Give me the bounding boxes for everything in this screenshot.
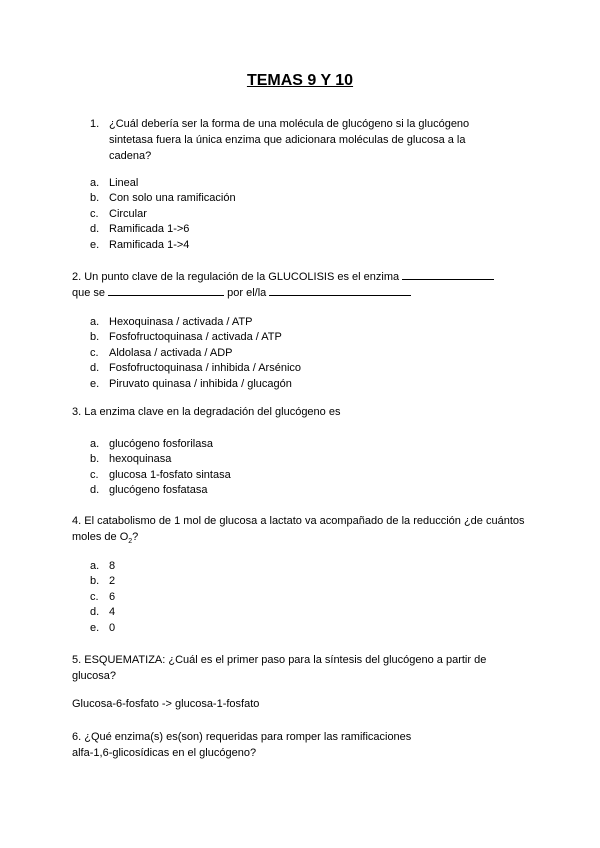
option-text: glucosa 1-fosfato sintasa [109, 468, 231, 481]
answer-blank [108, 286, 224, 296]
option-letter: c. [90, 590, 99, 603]
option-item [90, 559, 115, 574]
question-6-line-1: 6. ¿Qué enzima(s) es(son) requeridas para romper las ramificaciones [72, 731, 412, 743]
option-item [90, 346, 301, 361]
option-text: Circular [109, 207, 147, 220]
option-text: 8 [109, 560, 116, 572]
option-text: 2 [109, 575, 116, 588]
question-4-text: 4. El catabolismo de 1 mol de glucosa a lactato va acompañado de la reducción ¿de cuántos moles de O [72, 515, 525, 543]
page-title: TEMAS 9 Y 10 [246, 72, 354, 89]
option-letter: d. [90, 223, 100, 236]
option-text: glucógeno fosfatasa [109, 484, 208, 497]
option-item [90, 621, 115, 636]
question-5: 5. ESQUEMATIZA: ¿Cuál es el primer paso para la síntesis del glucógeno a partir de glucosa? [72, 654, 487, 682]
option-item [90, 222, 236, 237]
question-2-line-1 [72, 269, 532, 285]
question-2-options [90, 315, 301, 392]
option-text: Aldolasa / activada / ADP [109, 346, 233, 359]
subscript-2: 2 [128, 538, 133, 546]
option-item [90, 605, 115, 620]
option-text: glucógeno fosforilasa [109, 438, 213, 450]
option-letter: d. [90, 362, 100, 375]
option-letter: e. [90, 621, 100, 634]
question-2-text: 2. Un punto clave de la regulación de la GLUCOLISIS es el enzima [72, 271, 400, 283]
answer-blank [269, 286, 411, 296]
question-6-line-2: alfa-1,6-glicosídicas en el glucógeno? [72, 747, 257, 759]
option-letter: a. [90, 316, 100, 328]
option-letter: e. [90, 238, 100, 251]
option-item [90, 315, 301, 330]
option-text: 4 [109, 606, 116, 619]
question-5-answer: Glucosa-6-fosfato -> glucosa-1-fosfato [72, 698, 260, 710]
option-text: 6 [109, 590, 116, 603]
question-1 [90, 116, 510, 164]
question-2-line-2 [72, 285, 532, 301]
option-item [90, 176, 236, 191]
option-item [90, 483, 231, 498]
option-item [90, 238, 236, 253]
question-4-options [90, 559, 115, 636]
question-2-text-2: que se [72, 287, 106, 299]
option-text: Hexoquinasa / activada / ATP [109, 316, 253, 328]
option-letter: d. [90, 606, 100, 619]
option-item [90, 574, 115, 589]
option-letter: a. [90, 177, 100, 189]
option-text: hexoquinasa [109, 453, 172, 466]
option-text: Con solo una ramificación [109, 192, 236, 205]
answer-blank [402, 270, 494, 280]
option-item [90, 590, 115, 605]
question-6 [72, 729, 532, 761]
option-text: Fosfofructoquinasa / activada / ATP [109, 331, 282, 344]
question-1-options [90, 176, 236, 253]
option-item [90, 330, 301, 345]
question-4-end: ? [132, 531, 139, 543]
question-3: 3. La enzima clave en la degradación del glucógeno es [72, 406, 341, 418]
option-text: 0 [109, 621, 116, 634]
option-letter: b. [90, 331, 100, 344]
option-text: Ramificada 1->6 [109, 223, 190, 236]
option-letter: b. [90, 575, 100, 588]
question-2 [72, 269, 532, 301]
option-letter: b. [90, 453, 100, 466]
option-letter: e. [90, 377, 100, 390]
option-letter: c. [90, 207, 99, 220]
option-item [90, 468, 231, 483]
option-text: Fosfofructoquinasa / inhibida / Arsénico [109, 362, 302, 375]
question-4 [72, 513, 532, 550]
option-letter: a. [90, 560, 100, 572]
option-item [90, 207, 236, 222]
option-letter: a. [90, 438, 100, 450]
option-letter: b. [90, 192, 100, 205]
option-item [90, 437, 231, 452]
option-text: Ramificada 1->4 [109, 238, 190, 251]
option-letter: c. [90, 468, 99, 481]
option-letter: d. [90, 484, 100, 497]
question-3-options [90, 437, 231, 499]
option-item [90, 377, 301, 392]
option-item [90, 452, 231, 467]
question-1-text: ¿Cuál debería ser la forma de una molécula de glucógeno si la glucógeno sintetasa fuera la única enzima que adicionara moléculas de glucosa a la cadena? [109, 118, 470, 162]
option-text: Lineal [109, 177, 139, 189]
option-item [90, 361, 301, 376]
question-2-text-3: por el/la [227, 287, 267, 299]
option-letter: c. [90, 346, 99, 359]
option-text: Piruvato quinasa / inhibida / glucagón [109, 377, 292, 390]
option-item [90, 191, 236, 206]
question-1-number: 1. [90, 118, 100, 130]
